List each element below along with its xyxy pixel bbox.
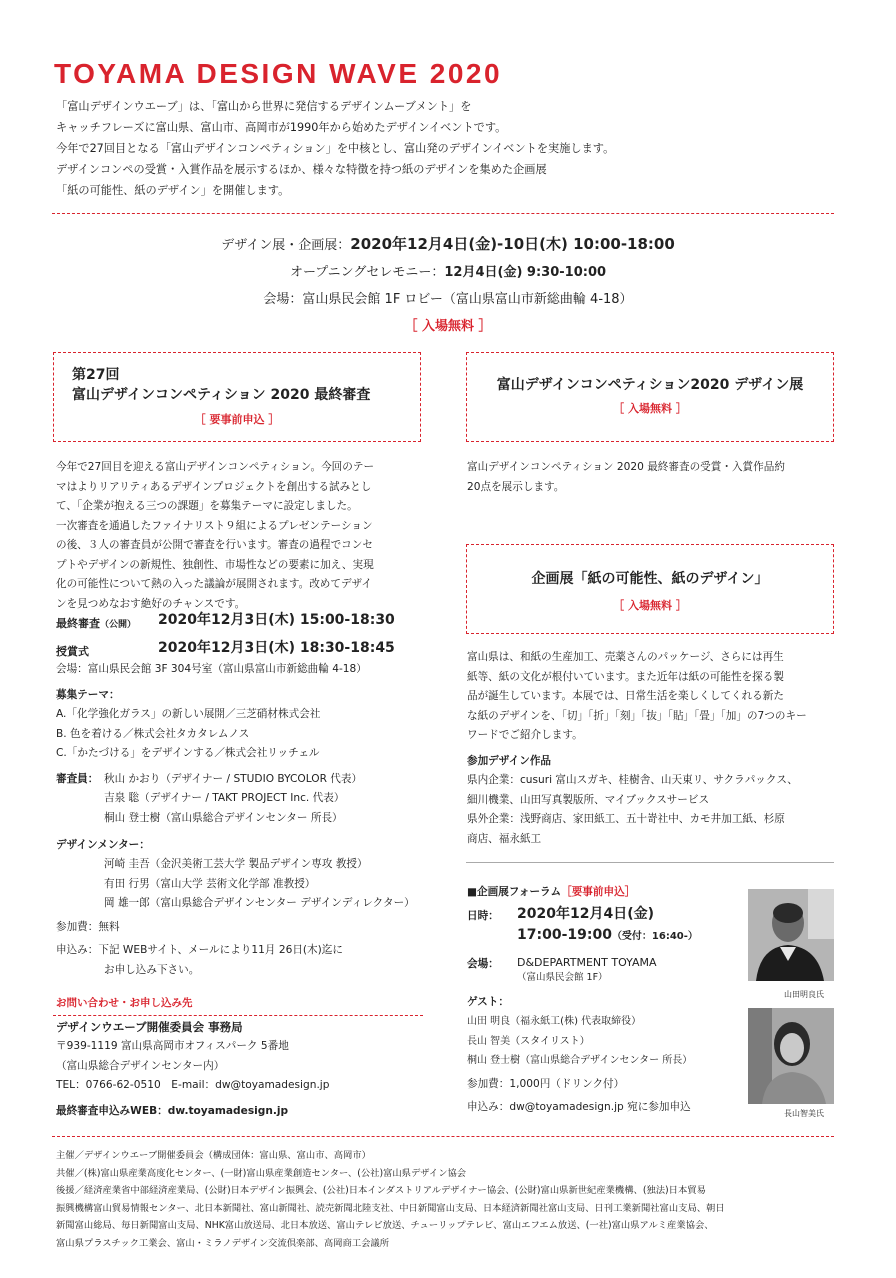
forum-reception: （受付：16:40-） <box>611 931 698 942</box>
event-venue: 会場：富山県民会館 1F ロビー（富山県富山市新総曲輪 4-18） <box>263 292 633 307</box>
photo-yamada <box>748 889 834 981</box>
intro-line: キャッチフレーズに富山県、富山市、高岡市が1990年から始めたデザインイベントです。 <box>56 121 507 134</box>
event-info <box>0 231 896 340</box>
competition-title: 富山デザインコンペティション 2020 最終審査 <box>72 387 371 403</box>
judge-item: 秋山 かおり（デザイナー / STUDIO BYCOLOR 代表） <box>104 772 363 785</box>
desc-line: 20点を展示します。 <box>467 480 565 493</box>
desc-line: 化の可能性について熱の入った議論が展開されます。改めてデザイ <box>56 578 373 590</box>
intro-line: デザインコンペの受賞・入賞作品を展示するほか、様々な特徴を持つ紙のデザインを集めた企画展 <box>56 163 547 176</box>
exhibit-label: デザイン展・企画展： <box>221 238 351 253</box>
theme-item: B. 色を着ける／株式会社タカタレムノス <box>56 727 250 740</box>
photo-yamada-caption: 山田明良氏 <box>784 990 824 999</box>
paper-exhibit-title: 企画展「紙の可能性、紙のデザイン」 <box>531 571 769 587</box>
forum-date: 2020年12月4日(金) <box>517 905 654 922</box>
forum-heading: ■企画展フォーラム <box>467 886 562 898</box>
desc-line: 品が誕生しています。本展では、日常生活を楽しくしてくれる新た <box>467 690 784 702</box>
exhibition-box <box>466 352 834 442</box>
divider <box>52 213 834 214</box>
forum-block <box>467 883 747 1118</box>
guest-item: 桐山 登士樹（富山県総合デザインセンター 所長） <box>467 1055 693 1066</box>
forum-datetime <box>467 907 747 955</box>
competition-description <box>56 458 426 614</box>
desc-line: プトやデザインの新規性、独創性、市場性などの要素に加え、実現 <box>56 558 374 571</box>
contact-address: （富山県総合デザインセンター内） <box>56 1059 225 1072</box>
ceremony-date: 12月4日(金) 9:30-10:00 <box>444 265 607 280</box>
forum-apply[interactable]: 申込み：dw@toyamadesign.jp 宛に参加申込 <box>467 1101 691 1113</box>
footer-credits <box>56 1147 846 1252</box>
desc-line: て、「企業が抱える三つの課題」を募集テーマに設定しました。 <box>56 500 358 512</box>
competition-edition: 第27回 <box>72 367 120 383</box>
desc-line: ワードでご紹介します。 <box>467 729 583 741</box>
footer-line: 新聞富山総局、毎日新聞富山支局、NHK富山放送局、北日本放送、富山テレビ放送、チューリップテレビ、富山エフエム放送、(一社)富山県アルミ産業協会、 <box>56 1220 714 1231</box>
award-date: 2020年12月3日(木) 18:30-18:45 <box>158 640 395 656</box>
competition-box <box>53 352 421 442</box>
in-pref-line: 細川機業、山田写真製版所、マイブックスサービス <box>467 793 710 806</box>
fee: 参加費：無料 <box>56 920 120 933</box>
award-row <box>56 640 395 659</box>
theme-item: A.「化学強化ガラス」の新しい展開／三芝硝材株式会社 <box>56 708 321 720</box>
guest-item: 長山 智美（スタイリスト） <box>467 1035 590 1047</box>
final-review-row <box>56 612 395 631</box>
intro-line: 「富山デザインウエーブ」は、「富山から世界に発信するデザインムーブメント」を <box>56 100 472 113</box>
forum-venue-sub: （富山県民会館 1F） <box>517 971 608 983</box>
forum-divider <box>466 862 834 863</box>
footer-line: 後援／経済産業省中部経済産業局、(公財)日本デザイン振興会、(公社)日本インダストリアルデザイナー協会、(公財)富山県新世紀産業機構、(独法)日本貿易 <box>56 1185 706 1196</box>
desc-line: 富山デザインコンペティション 2020 最終審査の受賞・入賞作品約 <box>467 461 785 473</box>
exhibition-description <box>467 458 837 497</box>
ceremony-label: オープニングセレモニー： <box>289 265 445 280</box>
forum-venue <box>467 955 747 993</box>
footer-line: 共催／(株)富山県産業高度化センター、(一財)富山県産業創造センター、(公社)富山県デザイン協会 <box>56 1167 467 1179</box>
judges-label: 審査員： <box>56 772 99 785</box>
judges <box>56 770 436 828</box>
intro-line: 今年で27回目となる「富山デザインコンペティション」を中核とし、富山発のデザインイベントを実施します。 <box>56 142 615 155</box>
contact-block <box>56 994 436 1121</box>
contact-tel[interactable]: TEL：0766-62-0510 E-mail：dw@toyamadesign.jp <box>56 1079 330 1091</box>
guest-label: ゲスト： <box>467 995 509 1008</box>
exhibition-free-tag: ［ 入場無料 ］ <box>613 402 687 415</box>
desc-line: な紙のデザインを、「切」「折」「刻」「抜」「貼」「畳」「加」の7つのキー <box>467 709 807 722</box>
forum-prereg-tag: ［要事前申込］ <box>561 886 636 898</box>
judge-item: 吉泉 聡（デザイナー / TAKT PROJECT Inc. 代表） <box>104 792 345 804</box>
desc-line: ンを見つめなおす絶好のチャンスです。 <box>56 597 246 610</box>
left-venue: 会場：富山県民会館 3F 304号室（富山県富山市新総曲輪 4-18） <box>56 663 367 675</box>
forum-venue-name: D&DEPARTMENT TOYAMA <box>517 955 657 969</box>
desc-line: 今年で27回目を迎える富山デザインコンペティション。今回のテー <box>56 461 375 473</box>
contact-address: 〒939-1119 富山県高岡市オフィスパーク 5番地 <box>56 1040 289 1052</box>
final-review-sub: （公開） <box>100 620 137 630</box>
guest-item: 山田 明良（福永紙工(株) 代表取締役） <box>467 1016 642 1027</box>
footer-line: 主催／デザインウエーブ開催委員会（構成団体：富山県、富山市、高岡市） <box>56 1150 371 1161</box>
contact-web[interactable]: 最終審査申込みWEB：dw.toyamadesign.jp <box>56 1104 289 1117</box>
in-pref-line: 県内企業：cusuri 富山スガキ、桂樹舎、山天東リ、サクラパックス、 <box>467 774 798 786</box>
competition-details <box>56 660 436 980</box>
forum-date-label: 日時： <box>467 909 499 922</box>
contact-org: デザインウエーブ開催委員会 事務局 <box>56 1019 243 1034</box>
admission-free: ［ 入場無料 ］ <box>404 319 492 334</box>
footer-divider <box>52 1136 834 1137</box>
participants-label: 参加デザイン作品 <box>467 754 552 767</box>
exhibit-date: 2020年12月4日(金)-10日(木) 10:00-18:00 <box>350 235 675 253</box>
contact-heading: お問い合わせ・お申し込み先 <box>56 997 193 1009</box>
desc-line: 紙等、紙の文化が根付いています。また近年は紙の可能性を探る製 <box>467 670 784 683</box>
desc-line: 一次審査を通過したファイナリスト９組によるプレゼンテーション <box>56 519 373 532</box>
apply-line: 申込み：下記 WEBサイト、メールにより11月 26日(木)迄に <box>56 944 343 956</box>
photo-nagayama-caption: 長山智美氏 <box>784 1109 824 1118</box>
page-title: TOYAMA DESIGN WAVE 2020 <box>54 58 503 89</box>
forum-fee: 参加費：1,000円（ドリンク付） <box>467 1077 625 1090</box>
footer-line: 富山県プラスチック工業会、富山・ミラノデザイン交流倶楽部、高岡商工会議所 <box>56 1237 390 1249</box>
exhibition-title: 富山デザインコンペティション2020 デザイン展 <box>496 377 804 393</box>
intro-line: 「紙の可能性、紙のデザイン」を開催します。 <box>56 184 290 197</box>
desc-line: 富山県は、和紙の生産加工、売薬さんのパッケージ、さらには再生 <box>467 651 784 663</box>
apply-line: お申し込み下さい。 <box>104 963 200 976</box>
final-review-label: 最終審査 <box>56 617 100 630</box>
mentor-item: 岡 雄一郎（富山県総合デザインセンター デザインディレクター） <box>104 897 415 909</box>
forum-venue-label: 会場： <box>467 957 499 970</box>
final-review-date: 2020年12月3日(木) 15:00-18:30 <box>158 612 395 628</box>
themes-label: 募集テーマ： <box>56 688 120 701</box>
prereg-tag: ［ 要事前申込 ］ <box>194 413 280 426</box>
desc-line: マはよりリアリティあるデザインプロジェクトを創出する試みとし <box>56 480 372 493</box>
desc-line: の後、３人の審査員が公開で審査を行います。審査の過程でコンセ <box>56 539 373 551</box>
mentor-item: 河崎 圭吾（金沢美術工芸大学 製品デザイン専攻 教授） <box>104 858 368 870</box>
mentors-label: デザインメンター： <box>56 838 150 851</box>
footer-line: 振興機構富山貿易情報センター、北日本新聞社、富山新聞社、読売新聞北陸支社、中日新聞富山支局、日本経済新聞社富山支局、日刊工業新聞社富山支局、朝日 <box>56 1202 725 1214</box>
intro-text <box>56 96 846 201</box>
mentor-item: 有田 行男（富山大学 芸術文化学部 准教授） <box>104 877 316 890</box>
out-pref-line: 商店、福永紙工 <box>467 832 542 845</box>
theme-item: C.「かたづける」をデザインする／株式会社リッチェル <box>56 747 320 759</box>
award-label: 授賞式 <box>56 645 89 658</box>
paper-exhibit-description <box>467 648 839 849</box>
paper-exhibit-box <box>466 544 834 634</box>
paper-exhibit-free-tag: ［ 入場無料 ］ <box>613 599 687 612</box>
judge-item: 桐山 登士樹（富山県総合デザインセンター 所長） <box>104 811 343 824</box>
mentors <box>56 855 436 914</box>
out-pref-line: 県外企業：浅野商店、家田紙工、五十嵜社中、カモ井加工紙、杉原 <box>467 813 785 825</box>
forum-time: 17:00-19:00 <box>517 927 612 943</box>
photo-nagayama <box>748 1008 834 1104</box>
